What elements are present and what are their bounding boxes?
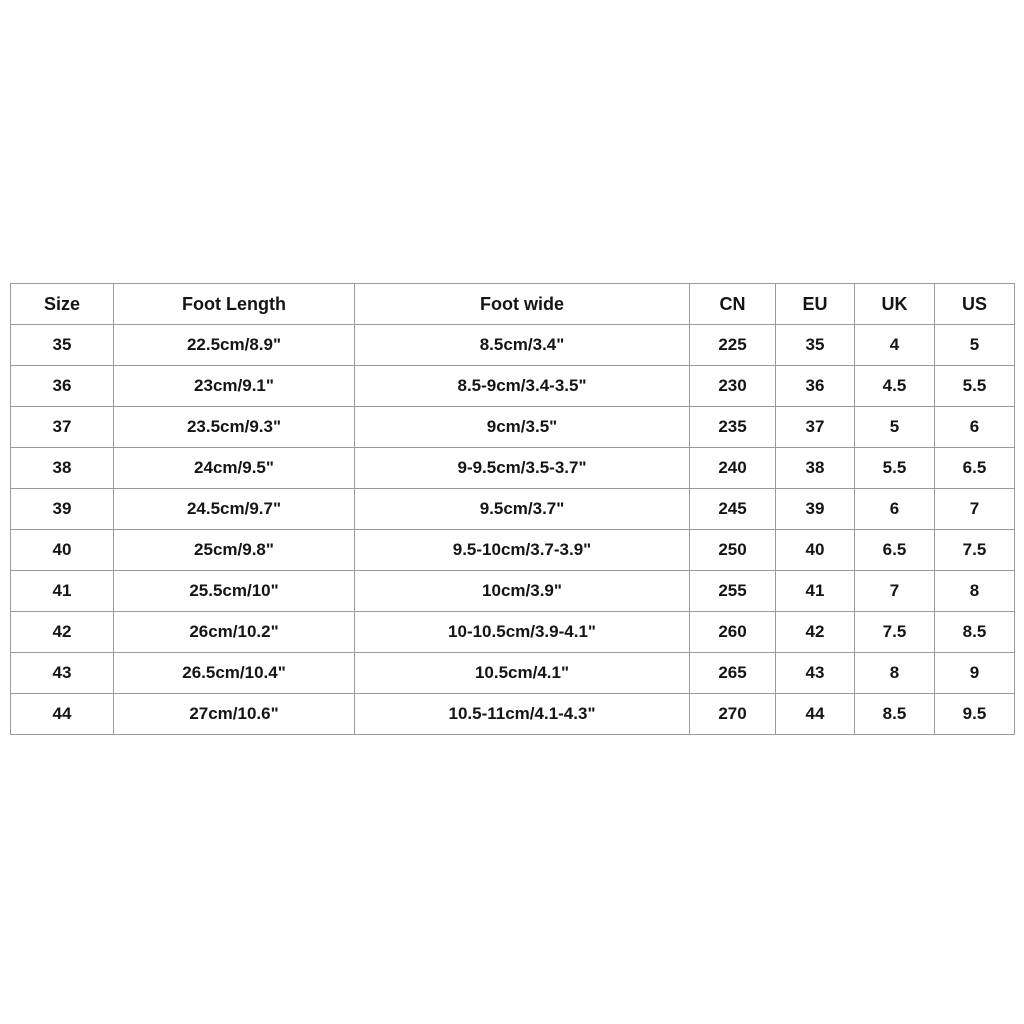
cell-cn: 240 — [690, 448, 776, 489]
cell-uk: 6 — [855, 489, 935, 530]
table-row — [11, 407, 1015, 448]
cell-eu: 39 — [776, 489, 855, 530]
cell-uk: 4.5 — [855, 366, 935, 407]
cell-foot-length: 26cm/10.2" — [114, 612, 355, 653]
cell-us: 5.5 — [935, 366, 1015, 407]
column-header-us: US — [935, 284, 1015, 325]
cell-foot-wide: 10cm/3.9" — [355, 571, 690, 612]
cell-foot-wide: 10.5cm/4.1" — [355, 653, 690, 694]
table-row — [11, 653, 1015, 694]
table-header-row — [11, 284, 1015, 325]
cell-eu: 43 — [776, 653, 855, 694]
cell-foot-wide: 9cm/3.5" — [355, 407, 690, 448]
cell-uk: 5 — [855, 407, 935, 448]
cell-foot-length: 25cm/9.8" — [114, 530, 355, 571]
cell-size: 43 — [11, 653, 114, 694]
cell-foot-length: 24.5cm/9.7" — [114, 489, 355, 530]
cell-us: 8 — [935, 571, 1015, 612]
cell-foot-length: 23.5cm/9.3" — [114, 407, 355, 448]
table-row — [11, 489, 1015, 530]
column-header-foot-wide: Foot wide — [355, 284, 690, 325]
cell-size: 38 — [11, 448, 114, 489]
column-header-size: Size — [11, 284, 114, 325]
cell-foot-length: 23cm/9.1" — [114, 366, 355, 407]
cell-cn: 260 — [690, 612, 776, 653]
cell-cn: 230 — [690, 366, 776, 407]
cell-uk: 4 — [855, 325, 935, 366]
table-row — [11, 694, 1015, 735]
cell-foot-wide: 10-10.5cm/3.9-4.1" — [355, 612, 690, 653]
table-row — [11, 448, 1015, 489]
cell-size: 40 — [11, 530, 114, 571]
cell-foot-length: 24cm/9.5" — [114, 448, 355, 489]
cell-foot-wide: 8.5cm/3.4" — [355, 325, 690, 366]
cell-eu: 40 — [776, 530, 855, 571]
cell-us: 5 — [935, 325, 1015, 366]
cell-foot-length: 22.5cm/8.9" — [114, 325, 355, 366]
table-row — [11, 366, 1015, 407]
cell-size: 44 — [11, 694, 114, 735]
cell-us: 6 — [935, 407, 1015, 448]
cell-us: 8.5 — [935, 612, 1015, 653]
cell-cn: 255 — [690, 571, 776, 612]
cell-eu: 44 — [776, 694, 855, 735]
cell-size: 39 — [11, 489, 114, 530]
cell-uk: 5.5 — [855, 448, 935, 489]
table-row — [11, 612, 1015, 653]
cell-cn: 270 — [690, 694, 776, 735]
cell-foot-wide: 9.5-10cm/3.7-3.9" — [355, 530, 690, 571]
cell-foot-wide: 10.5-11cm/4.1-4.3" — [355, 694, 690, 735]
cell-size: 41 — [11, 571, 114, 612]
table-row — [11, 571, 1015, 612]
cell-eu: 36 — [776, 366, 855, 407]
cell-uk: 7.5 — [855, 612, 935, 653]
cell-cn: 225 — [690, 325, 776, 366]
table-body — [11, 325, 1015, 735]
cell-cn: 235 — [690, 407, 776, 448]
cell-foot-wide: 9.5cm/3.7" — [355, 489, 690, 530]
cell-uk: 8.5 — [855, 694, 935, 735]
cell-size: 36 — [11, 366, 114, 407]
cell-cn: 245 — [690, 489, 776, 530]
cell-eu: 35 — [776, 325, 855, 366]
cell-uk: 7 — [855, 571, 935, 612]
table-row — [11, 325, 1015, 366]
cell-cn: 265 — [690, 653, 776, 694]
cell-uk: 8 — [855, 653, 935, 694]
cell-us: 9 — [935, 653, 1015, 694]
cell-us: 6.5 — [935, 448, 1015, 489]
cell-uk: 6.5 — [855, 530, 935, 571]
cell-foot-length: 26.5cm/10.4" — [114, 653, 355, 694]
cell-foot-length: 25.5cm/10" — [114, 571, 355, 612]
cell-size: 37 — [11, 407, 114, 448]
size-chart-table — [10, 283, 1015, 735]
cell-us: 7.5 — [935, 530, 1015, 571]
cell-size: 35 — [11, 325, 114, 366]
column-header-foot-length: Foot Length — [114, 284, 355, 325]
cell-us: 9.5 — [935, 694, 1015, 735]
cell-foot-length: 27cm/10.6" — [114, 694, 355, 735]
cell-eu: 37 — [776, 407, 855, 448]
cell-size: 42 — [11, 612, 114, 653]
cell-cn: 250 — [690, 530, 776, 571]
cell-foot-wide: 9-9.5cm/3.5-3.7" — [355, 448, 690, 489]
cell-eu: 38 — [776, 448, 855, 489]
cell-us: 7 — [935, 489, 1015, 530]
column-header-eu: EU — [776, 284, 855, 325]
column-header-uk: UK — [855, 284, 935, 325]
column-header-cn: CN — [690, 284, 776, 325]
table-row — [11, 530, 1015, 571]
cell-eu: 41 — [776, 571, 855, 612]
cell-foot-wide: 8.5-9cm/3.4-3.5" — [355, 366, 690, 407]
cell-eu: 42 — [776, 612, 855, 653]
